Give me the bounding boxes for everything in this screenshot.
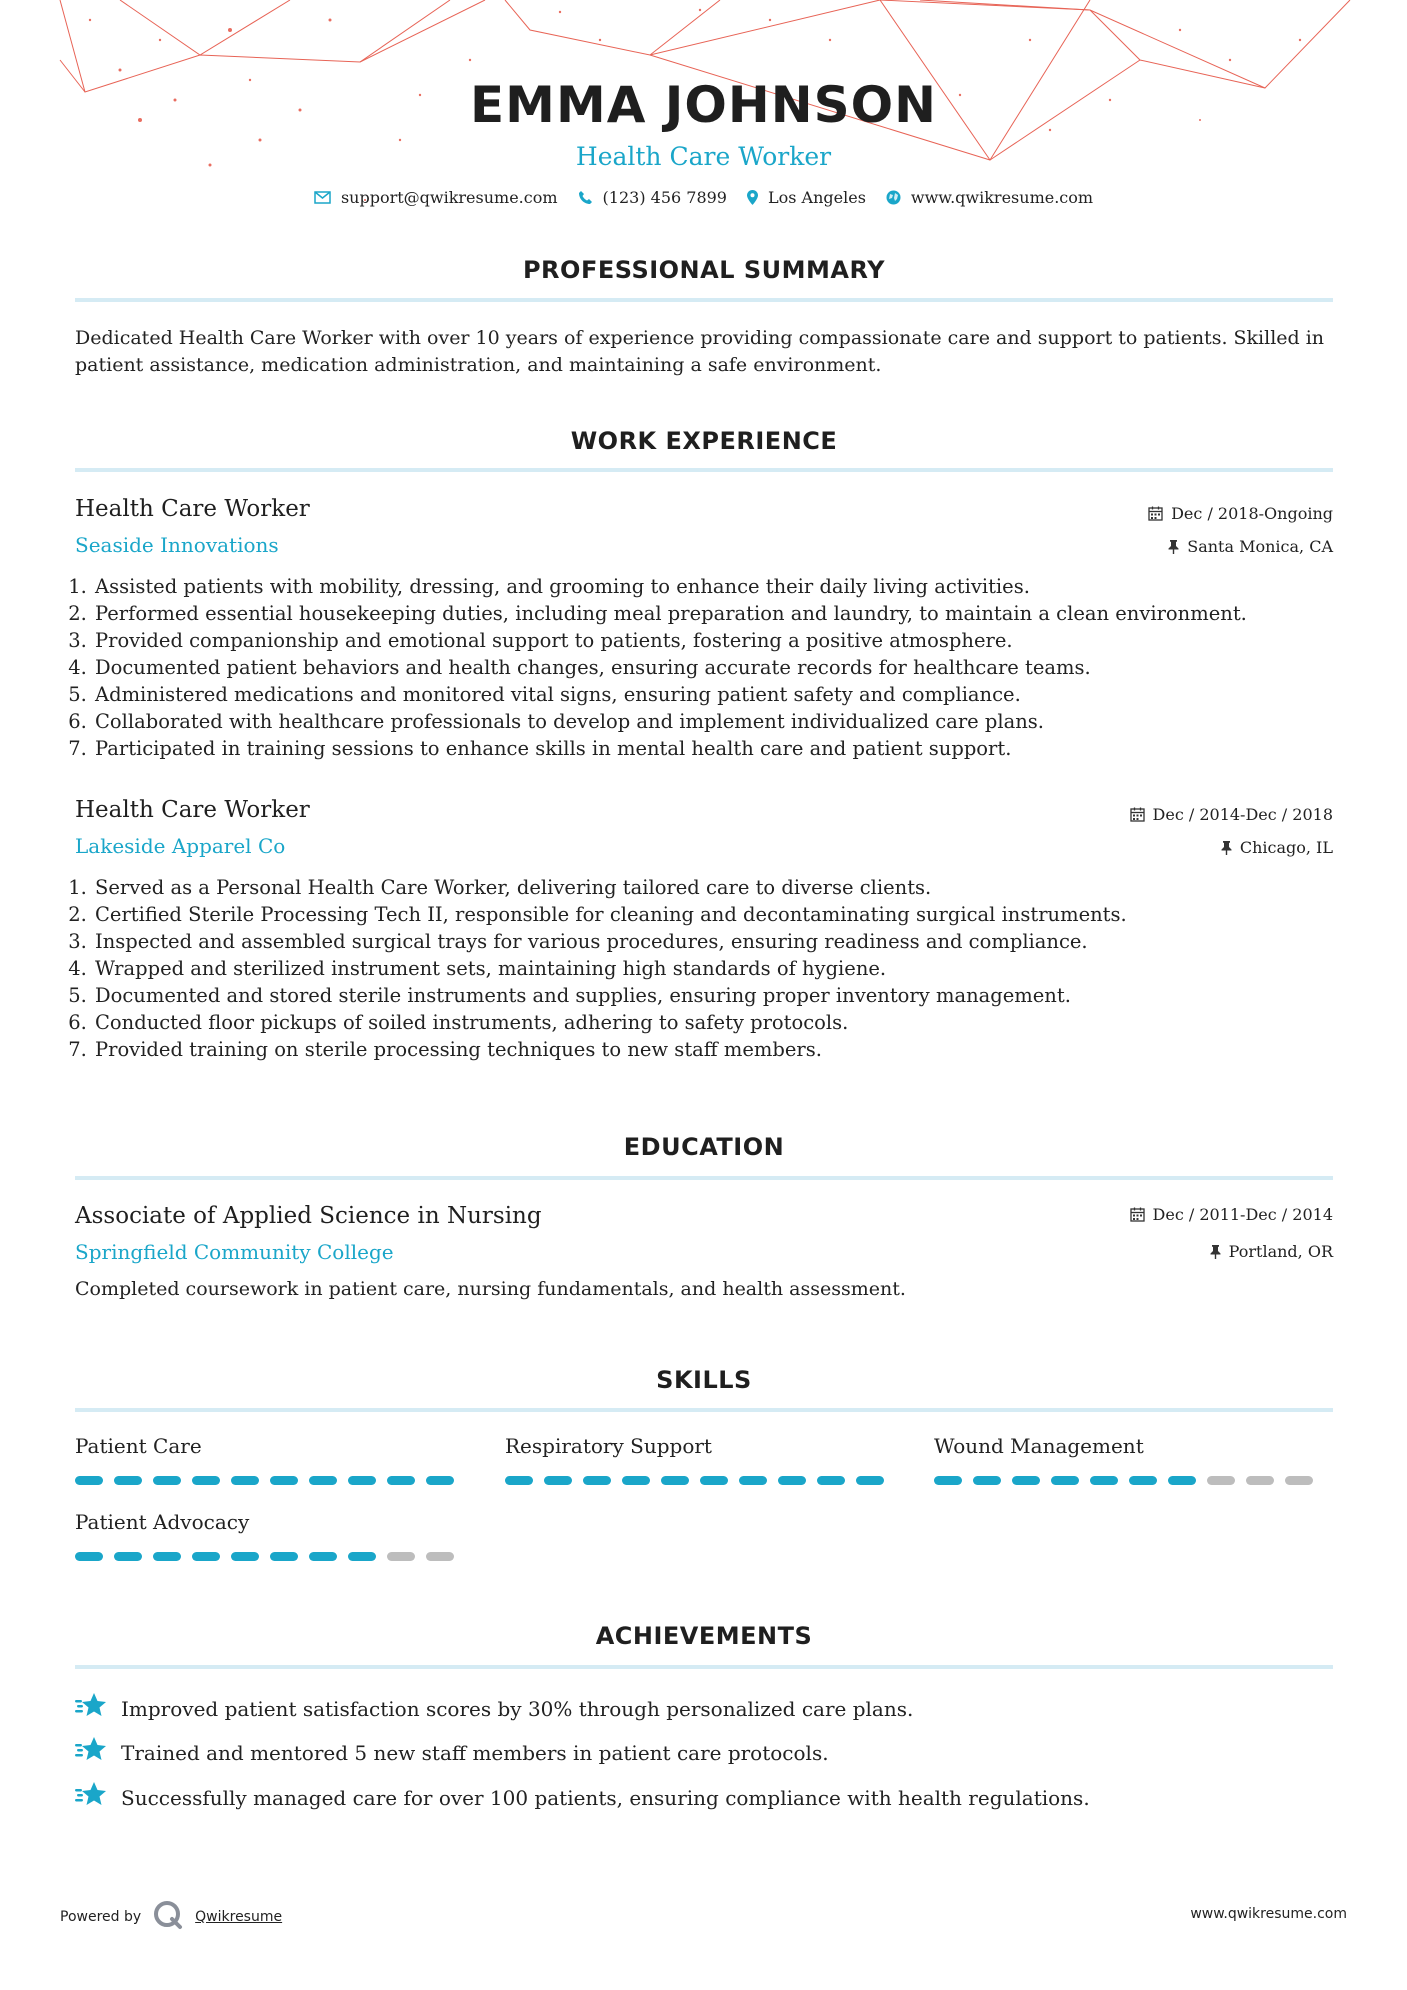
skill-level-dash-filled [192,1476,220,1485]
job-location-text: Santa Monica, CA [1187,537,1333,556]
pushpin-icon [1168,540,1179,554]
skill-level-dash-filled [348,1552,376,1561]
calendar-icon [1130,807,1145,822]
education-date-text: Dec / 2011-Dec / 2014 [1152,1205,1333,1224]
skill-item [75,1434,455,1485]
skill-level-dash-filled [778,1476,806,1485]
duty-item: 2. Certified Sterile Processing Tech II, responsible for cleaning and decontaminating surgical instruments. [93,901,1343,928]
resume-header [0,76,1407,172]
achievement-text: Improved patient satisfaction scores by 30% through personalized care plans. [121,1696,914,1721]
skill-level-dash-filled [700,1476,728,1485]
skill-level-dash-filled [1168,1476,1196,1485]
experience-heading: WORK EXPERIENCE [570,427,838,455]
duty-item: 5. Documented and stored sterile instruments and supplies, ensuring proper inventory management. [93,982,1343,1009]
skill-level-dash-empty [1285,1476,1313,1485]
duty-item: 3. Provided companionship and emotional support to patients, fostering a positive atmosphere. [93,627,1343,654]
job-location [1221,838,1333,857]
skill-item [75,1510,455,1561]
skill-level-dash-filled [153,1476,181,1485]
skill-level-dash-filled [1090,1476,1118,1485]
skill-level-bar [934,1476,1314,1485]
skill-level-dash-filled [1129,1476,1157,1485]
skill-level-dash-filled [387,1476,415,1485]
job-duties-list [75,573,1343,762]
qwikresume-link[interactable]: Qwikresume [195,1909,283,1925]
duty-item: 4. Wrapped and sterilized instrument sets, maintaining high standards of hygiene. [93,955,1343,982]
summary-text: Dedicated Health Care Worker with over 10 years of experience providing compassionate care and support to patients. Skilled in patient assistance, medication administration, and maintaining a safe environment. [75,327,1325,376]
company-name: Lakeside Apparel Co [75,834,286,858]
job-date [1130,805,1333,824]
phone-text: (123) 456 7899 [602,188,727,207]
skill-level-dash-filled [505,1476,533,1485]
duty-item: 7. Provided training on sterile processing techniques to new staff members. [93,1036,1343,1063]
job-date-text: Dec / 2018-Ongoing [1171,504,1333,523]
powered-by-label: Powered by [60,1909,142,1925]
duty-item: 1. Assisted patients with mobility, dressing, and grooming to enhance their daily living activities. [93,573,1343,600]
skill-name: Wound Management [934,1434,1144,1458]
skill-item [505,1434,885,1485]
email-text: support@qwikresume.com [340,188,558,207]
pushpin-icon [1221,841,1232,855]
education-description: Completed coursework in patient care, nursing fundamentals, and health assessment. [75,1278,906,1300]
job-date-text: Dec / 2014-Dec / 2018 [1152,805,1333,824]
skill-level-dash-filled [739,1476,767,1485]
achievements-divider [75,1665,1333,1669]
envelope-icon [314,191,331,204]
skills-divider [75,1408,1333,1412]
skill-level-dash-filled [934,1476,962,1485]
job-title: Health Care Worker [75,797,310,823]
duty-item: 6. Collaborated with healthcare professionals to develop and implement individualized care plans. [93,708,1343,735]
skill-name: Respiratory Support [505,1434,712,1458]
skill-name: Patient Care [75,1434,202,1458]
achievement-text: Successfully managed care for over 100 patients, ensuring compliance with health regulations. [121,1785,1090,1810]
school-name: Springfield Community College [75,1240,394,1264]
contact-phone[interactable] [578,188,727,207]
achievements-heading: ACHIEVEMENTS [595,1622,813,1650]
qwikresume-logo-icon [153,1900,183,1934]
degree-title: Associate of Applied Science in Nursing [75,1203,542,1229]
skill-level-bar [505,1476,885,1485]
skill-level-dash-filled [622,1476,650,1485]
summary-divider [75,298,1333,302]
skill-level-dash-filled [75,1476,103,1485]
skill-level-dash-empty [1207,1476,1235,1485]
duty-item: 5. Administered medications and monitored vital signs, ensuring patient safety and compliance. [93,681,1343,708]
skill-level-dash-empty [426,1552,454,1561]
skill-level-dash-filled [75,1552,103,1561]
skill-level-dash-filled [231,1552,259,1561]
duty-item: 7. Participated in training sessions to enhance skills in mental health care and patient support. [93,735,1343,762]
job-location [1168,537,1333,556]
skill-level-dash-filled [309,1552,337,1561]
duty-item: 1. Served as a Personal Health Care Worker, delivering tailored care to diverse clients. [93,874,1343,901]
skill-level-dash-filled [1051,1476,1079,1485]
job-duties-list [75,874,1343,1063]
candidate-name: EMMA JOHNSON [470,76,937,134]
website-text: www.qwikresume.com [910,188,1094,207]
skill-item [934,1434,1314,1485]
calendar-icon [1130,1207,1145,1222]
skills-heading: SKILLS [656,1366,752,1394]
skill-level-dash-filled [114,1476,142,1485]
skill-level-bar [75,1476,455,1485]
company-name: Seaside Innovations [75,533,279,557]
achievement-item [75,1692,913,1725]
achievement-item [75,1781,1090,1814]
job-date [1148,504,1333,523]
skill-name: Patient Advocacy [75,1510,250,1534]
candidate-title: Health Care Worker [575,142,832,171]
skill-level-dash-filled [973,1476,1001,1485]
skill-level-dash-filled [270,1476,298,1485]
skill-level-bar [75,1552,455,1561]
achievement-item [75,1736,829,1769]
duty-item: 2. Performed essential housekeeping duties, including meal preparation and laundry, to maintain a clean environment. [93,600,1343,627]
skill-level-dash-filled [270,1552,298,1561]
star-icon [75,1736,107,1769]
education-heading: EDUCATION [623,1133,785,1161]
skill-level-dash-filled [1012,1476,1040,1485]
star-icon [75,1781,107,1814]
skill-level-dash-filled [856,1476,884,1485]
skill-level-dash-filled [309,1476,337,1485]
skill-level-dash-filled [817,1476,845,1485]
skill-level-dash-filled [348,1476,376,1485]
contact-email[interactable] [314,188,558,207]
calendar-icon [1148,506,1163,521]
contact-website[interactable] [886,188,1093,207]
skill-level-dash-filled [426,1476,454,1485]
summary-heading: PROFESSIONAL SUMMARY [522,256,886,284]
star-icon [75,1692,107,1725]
skill-level-dash-empty [387,1552,415,1561]
contact-bar [0,188,1407,207]
skill-level-dash-filled [661,1476,689,1485]
job-location-text: Chicago, IL [1239,838,1333,857]
contact-location [747,188,866,207]
duty-item: 6. Conducted floor pickups of soiled instruments, adhering to safety protocols. [93,1009,1343,1036]
duty-item: 3. Inspected and assembled surgical trays for various procedures, ensuring readiness and compliance. [93,928,1343,955]
experience-divider [75,468,1333,472]
footer-website-link[interactable]: www.qwikresume.com [1190,1906,1347,1922]
job-title: Health Care Worker [75,496,310,522]
phone-icon [578,190,593,205]
location-text: Los Angeles [767,188,866,207]
footer-powered-by [60,1900,282,1934]
skill-level-dash-filled [231,1476,259,1485]
education-location-text: Portland, OR [1228,1242,1333,1261]
education-date [1130,1205,1333,1224]
education-divider [75,1176,1333,1180]
education-location [1210,1242,1333,1261]
skill-level-dash-empty [1246,1476,1274,1485]
skill-level-dash-filled [544,1476,572,1485]
globe-icon [886,190,901,205]
duty-item: 4. Documented patient behaviors and health changes, ensuring accurate records for healthcare teams. [93,654,1343,681]
skill-level-dash-filled [583,1476,611,1485]
map-pin-icon [747,190,758,205]
skill-level-dash-filled [153,1552,181,1561]
skill-level-dash-filled [114,1552,142,1561]
pushpin-icon [1210,1245,1221,1259]
skill-level-dash-filled [192,1552,220,1561]
achievement-text: Trained and mentored 5 new staff members in patient care protocols. [121,1740,829,1765]
